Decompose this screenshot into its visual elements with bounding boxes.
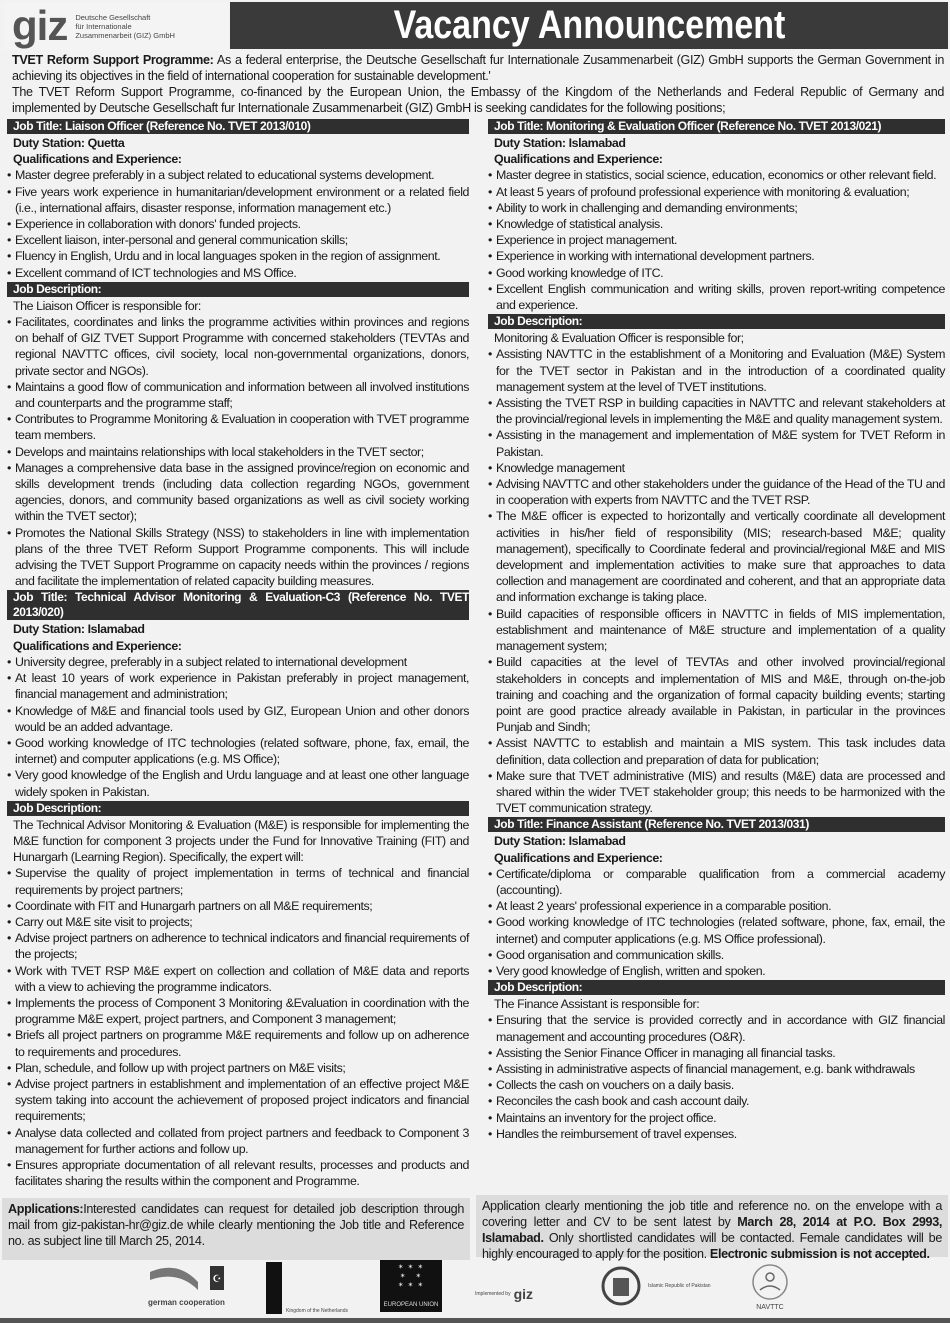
- logo-line: für Internationale: [75, 21, 132, 31]
- logo-caption: Islamic Republic of Pakistan: [648, 1283, 711, 1289]
- duty-station: Duty Station: Quetta: [13, 136, 125, 150]
- duty-item: • Advise project partners on adherence to technical indicators and financial requirements of the projects;: [7, 930, 469, 962]
- right-column: [488, 118, 945, 1142]
- qualification-item: • Good organisation and communication skills.: [488, 947, 945, 963]
- duty-item: • Promotes the National Skills Strategy (NSS) to stakeholders in line with implementation plans of the three TVET Reform Support Programme components. This will include advising the TVET Support Programme on capacity needs within the provinces / regions and facilitate the implementation of related capacity building measures.: [7, 525, 469, 590]
- job-description-bar: Job Description:: [7, 801, 469, 816]
- duty-item: • Maintains a good flow of communication and information between all involved institutions and counterparts and the programme staff;: [7, 379, 469, 411]
- qualification-item: • Master degree preferably in a subject related to educational systems development.: [7, 167, 469, 183]
- duty-item: • Carry out M&E site visit to projects;: [7, 914, 469, 930]
- qualifications-heading: Qualifications and Experience:: [13, 152, 182, 167]
- giz-small-logo: giz: [513, 1286, 534, 1302]
- qualification-item: • Excellent liaison, inter-personal and general communication skills;: [7, 232, 469, 248]
- duty-item: • Reconciles the cash book and cash account daily.: [488, 1093, 945, 1109]
- logo-caption: Kingdom of the Netherlands: [286, 1308, 348, 1314]
- duty-item: • Plan, schedule, and follow up with project partners on M&E visits;: [7, 1060, 469, 1076]
- duty-item: • Supervise the quality of project implementation in terms of technical and financial requirements by project partners;: [7, 865, 469, 897]
- qualification-item: • Good working knowledge of ITC.: [488, 265, 945, 281]
- duty-item: • Ensuring that the service is provided correctly and in accordance with GIZ financial management and accounting procedures (O&R).: [488, 1012, 945, 1044]
- qualifications-heading: Qualifications and Experience:: [13, 638, 182, 653]
- submission-text: Application clearly mentioning the job title and reference no. on the envelope with a covering letter and CV to be sent latest by: [482, 1199, 942, 1229]
- qualification-item: • Certificate/diploma or comparable qualification from a commercial academy (accounting).: [488, 866, 945, 898]
- duty-item: • Ensures appropriate documentation of all relevant results, processes and products and facilitates sharing the results within the component and Programme.: [7, 1157, 469, 1189]
- electronic-note: Electronic submission is not accepted.: [709, 1247, 930, 1261]
- duty-item: • Build capacities of responsible officers in NAVTTC in fields of MIS implementation, establishment and maintenance of M&E structure and implementation of a quality management system;: [488, 606, 945, 655]
- netherlands-logo: [266, 1262, 356, 1314]
- duty-item: • Advise project partners in establishment and implementation of an effective project M&E system taking into account the achievement of proposed project indicators and financial requirements;: [7, 1076, 469, 1125]
- job-description-intro: The Liaison Officer is responsible for:: [13, 298, 201, 313]
- qualification-item: • Experience in collaboration with donors' funded projects.: [7, 216, 469, 232]
- job-title-bar: Job Title: Liaison Officer (Reference No. TVET 2013/010): [7, 119, 469, 134]
- qualification-item: • Very good knowledge of the English and Urdu language and at least one other language widely spoken in Pakistan.: [7, 767, 469, 799]
- duty-item: • Contributes to Programme Monitoring & Evaluation in cooperation with TVET programme team members.: [7, 411, 469, 443]
- qualification-item: • Ability to work in challenging and demanding environments;: [488, 200, 945, 216]
- german-cooperation-logo: [148, 1262, 228, 1307]
- logo-line: Zusammenarbeit (GIZ) GmbH: [75, 30, 175, 40]
- duty-item: • Make sure that TVET administrative (MIS) and results (M&E) data are processed and shared within the wider TVET stakeholder group; this needs to be harmonized with the TVET communication strategy.: [488, 768, 945, 817]
- qualification-item: • Good working knowledge of ITC technologies (related software, phone, fax, email, the internet) and computer applications (e.g. MS Office);: [7, 735, 469, 767]
- duties-list: [7, 314, 469, 589]
- duty-item: • Handles the reimbursement of travel expenses.: [488, 1126, 945, 1142]
- logo-line: Deutsche Gesellschaft: [75, 12, 151, 22]
- qualification-item: • At least 5 years of profound professional experience with monitoring & evaluation;: [488, 184, 945, 200]
- qualification-item: • Good working knowledge of ITC technologies (related software, phone, fax, email, the internet) and computer applications (e.g. MS Office professional).: [488, 914, 945, 946]
- job-description-intro: The Technical Advisor Monitoring & Evaluation (M&E) is responsible for implementing the M&E function for component 3 projects under the Fund for Innovative Training (FIT) and Hunargarh (Learning Region). Specifically, the expert will:: [13, 817, 469, 865]
- duty-item: • Facilitates, coordinates and links the programme activities within provinces and regions on behalf of GIZ TVET Support Programme with concerned stakeholders (TEVTAs and regional NAVTTC offices, civil society, local non-governmental organizations, donors, private sector and NGOs).: [7, 314, 469, 379]
- intro-lead: TVET Reform Support Programme:: [12, 53, 214, 67]
- logo-caption: EUROPEAN UNION: [383, 1302, 439, 1308]
- qualification-item: • Excellent command of ICT technologies and MS Office.: [7, 265, 469, 281]
- job-description-intro: Monitoring & Evaluation Officer is responsible for;: [494, 331, 744, 346]
- job-section: [7, 590, 469, 1189]
- duty-item: • Assisting in the management and implementation of M&E system for TVET Reform in Pakistan.: [488, 427, 945, 459]
- duty-item: • Coordinate with FIT and Hunargarh partners on all M&E requirements;: [7, 898, 469, 914]
- job-description-bar: Job Description:: [488, 314, 945, 329]
- job-title-bar: Job Title: Monitoring & Evaluation Officer (Reference No. TVET 2013/021): [488, 119, 945, 134]
- logo-caption: NAVTTC: [756, 1304, 784, 1311]
- qualification-item: • Fluency in English, Urdu and in local languages spoken in the region of assignment.: [7, 248, 469, 264]
- duty-item: • Collects the cash on vouchers on a daily basis.: [488, 1077, 945, 1093]
- duty-item: • The M&E officer is expected to horizontally and vertically coordinate all development activities in his/her field of responsibility (MIS; research-based M&E; quality management), specifically to Coordinate federal and provincial/regional M&E and MIS development and implementation activities to make sure that approaches to data collection and management are coordinated and coherent, and that an appropriate data and information exchange is taking place.: [488, 508, 945, 605]
- qualifications-list: [7, 654, 469, 800]
- svg-text:☪: ☪: [212, 1274, 222, 1285]
- qualifications-list: [488, 866, 945, 979]
- navttc-emblem-icon: [748, 1262, 792, 1302]
- giz-logo-text: [75, 13, 175, 40]
- pakistan-govt-logo: [600, 1262, 718, 1310]
- qualification-item: • Knowledge of M&E and financial tools used by GIZ, European Union and other donors would be an added advantage.: [7, 703, 469, 735]
- eu-logo: [380, 1260, 442, 1312]
- duty-item: • Advising NAVTTC and other stakeholders under the guidance of the Head of the TU and in cooperation with experts from NAVTTC and the TVET RSP.: [488, 476, 945, 508]
- duty-item: • Assisting in administrative aspects of financial management, e.g. bank withdrawals: [488, 1061, 945, 1077]
- qualification-item: • At least 2 years' professional experience in a comparable position.: [488, 898, 945, 914]
- qualification-item: • At least 10 years of work experience in Pakistan preferably in project management, financial management and administration;: [7, 670, 469, 702]
- job-section: [488, 817, 945, 1142]
- job-description-intro: The Finance Assistant is responsible for:: [494, 997, 700, 1012]
- duty-item: • Develops and maintains relationships with local stakeholders in the TVET sector;: [7, 444, 469, 460]
- navttc-logo: [748, 1262, 792, 1311]
- duties-list: [488, 346, 945, 816]
- deadline-address: March 28, 2014 at P.O. Box 2993, Islamabad.: [482, 1215, 943, 1245]
- job-section: [488, 119, 945, 816]
- duties-list: [488, 1012, 945, 1142]
- duty-item: • Assist NAVTTC to establish and maintain a MIS system. This task includes data definition, data collection and preparation of data for publication;: [488, 735, 945, 767]
- applications-box: [2, 1198, 470, 1260]
- qualification-item: • Very good knowledge of English, written and spoken.: [488, 963, 945, 979]
- intro-paragraph-2: The TVET Reform Support Programme, co-financed by the European Union, the Embassy of the Kingdom of the Netherlands and Federal Republic of Germany and implemented by Deutsche Gesellschaft fur Internationale Zusammenarbeit (GIZ) GmbH is seeking candidates for the following positions;: [12, 85, 944, 115]
- left-column: [7, 118, 469, 1189]
- giz-logo: [4, 2, 229, 50]
- duty-item: • Build capacities at the level of TEVTAs and other involved provincial/regional stakeholders in concepts and implementation of MIS and M&E, through on-the-job training and coaching and the organization of formal capacity building events; starting point are good practice already available in Pakistan, in particular in the provinces Punjab and Sindh;: [488, 654, 945, 735]
- duties-list: [7, 865, 469, 1189]
- applications-text: Interested candidates can request for detailed job description through mail from giz-pakistan-hr@giz.de while clearly mentioning the Job title and Reference no. as subject line till March 25, 2014.: [8, 1202, 464, 1248]
- duty-station: Duty Station: Islamabad: [13, 622, 145, 637]
- eu-stars-icon: ✶ ✶ ✶ ✶ ✶ ✶ ✶ ✶: [397, 1264, 425, 1289]
- page-title: Vacancy Announcement: [393, 3, 785, 47]
- giz-logo-mark: giz: [12, 2, 68, 49]
- intro-text: As a federal enterprise, the Deutsche Gesellschaft fur Internationale Zusammenarbeit (GIZ) GmbH supports the German Government in achieving its objectives in the field of international cooperation for sustainable development.': [12, 53, 945, 83]
- duty-station: Duty Station: Islamabad: [494, 136, 626, 150]
- job-section: [7, 119, 469, 589]
- submission-text: Only shortlisted candidates will be contacted. Female candidates will be highly encouraged to apply for the position.: [482, 1231, 942, 1261]
- header: [0, 0, 950, 52]
- duty-item: • Knowledge management: [488, 460, 945, 476]
- submission-box: [476, 1195, 948, 1261]
- qualifications-heading: Qualifications and Experience:: [494, 152, 663, 167]
- page-title-banner: [230, 2, 948, 49]
- duty-item: • Work with TVET RSP M&E expert on collection and collation of M&E data and reports with a view to achieving the programme indicators.: [7, 963, 469, 995]
- logo-caption: german cooperation: [148, 1298, 225, 1307]
- partner-logos: [0, 1258, 950, 1318]
- intro: [12, 52, 944, 116]
- duty-item: • Assisting the TVET RSP in building capacities in NAVTTC and relevant stakeholders at the provincial/regional levels in implementing the M&E and quality management system.: [488, 395, 945, 427]
- qualification-item: • Excellent English communication and writing skills, proven report-writing competence and experience.: [488, 281, 945, 313]
- implemented-by-giz-logo: [475, 1286, 533, 1302]
- job-title-bar: Job Title: Technical Advisor Monitoring & Evaluation-C3 (Reference No. TVET 2013/020): [7, 590, 469, 620]
- logo-caption: Implemented by: [475, 1291, 511, 1297]
- duty-item: • Analyse data collected and collated from project partners and feedback to Component 3 management for further actions and follow up.: [7, 1125, 469, 1157]
- job-title-bar: Job Title: Finance Assistant (Reference No. TVET 2013/031): [488, 817, 945, 832]
- qualification-item: • University degree, preferably in a subject related to international development: [7, 654, 469, 670]
- pakistan-emblem-icon: [600, 1262, 642, 1310]
- qualifications-list: [488, 167, 945, 313]
- job-description-bar: Job Description:: [488, 980, 945, 995]
- duty-item: • Assisting NAVTTC in the establishment of a Monitoring and Evaluation (M&E) System for the TVET sector in Pakistan and in the introduction of a coordinated quality management system at the level of TVET institutions.: [488, 346, 945, 395]
- duty-station: Duty Station: Islamabad: [494, 834, 626, 849]
- qualification-item: • Master degree in statistics, social science, education, economics or other relevant field.: [488, 167, 945, 183]
- qualification-item: • Five years work experience in humanitarian/development environment or a related field (i.e., international affairs, disaster response, information management etc.): [7, 184, 469, 216]
- qualification-item: • Knowledge of statistical analysis.: [488, 216, 945, 232]
- qualification-item: • Experience in working with international development partners.: [488, 248, 945, 264]
- qualifications-heading: Qualifications and Experience:: [494, 850, 663, 865]
- duty-item: • Implements the process of Component 3 Monitoring &Evaluation in coordination with the programme M&E expert, project partners, and Component 3 management;: [7, 995, 469, 1027]
- applications-label: Applications:: [8, 1202, 84, 1216]
- duty-item: • Manages a comprehensive data base in the assigned province/region on economic and skills development trends (including data collection regarding NGOs, government agencies, donors, and community based organizations as well as civil society working within the TVET sector);: [7, 460, 469, 525]
- bottom-border: [0, 1318, 950, 1323]
- duty-item: • Assisting the Senior Finance Officer in managing all financial tasks.: [488, 1045, 945, 1061]
- duty-item: • Maintains an inventory for the project office.: [488, 1110, 945, 1126]
- duty-item: • Briefs all project partners on programme M&E requirements and follow up on adherence to requirements and procedures.: [7, 1027, 469, 1059]
- qualification-item: • Experience in project management.: [488, 232, 945, 248]
- qualifications-list: [7, 167, 469, 280]
- intro-paragraph-1: [12, 52, 944, 84]
- job-description-bar: Job Description:: [7, 282, 469, 297]
